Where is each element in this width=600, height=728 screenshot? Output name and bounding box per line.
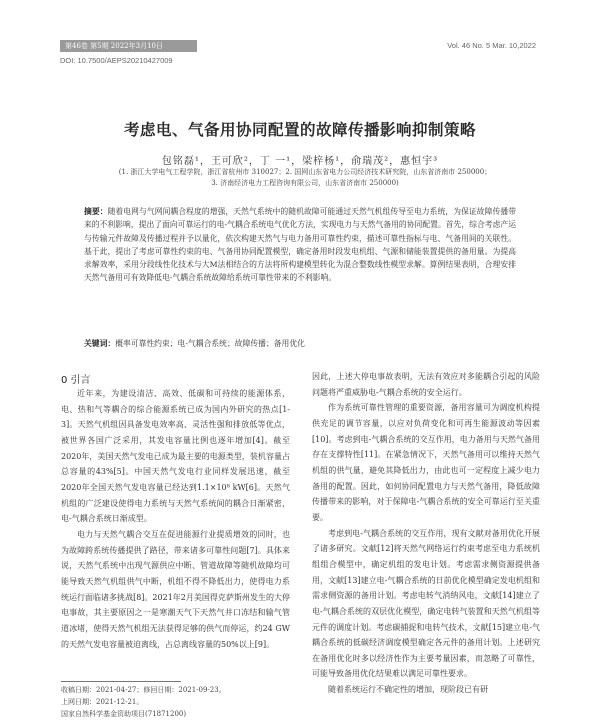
footnote-funding: 国家自然科学基金资助项目(71871200) [61,710,187,718]
affiliations [70,167,540,189]
affiliation-line: (1. 浙江大学电气工程学院，浙江省杭州市 310027；2. 国网山东省电力公司经济技术研究院，山东省济南市 250000； [118,168,492,176]
doi-line: DOI: 10.7500/AEPS20210427009 [60,56,173,65]
keywords-text: 概率可靠性约束；电-气耦合系统；故障传播；备用优化 [115,339,305,348]
body-column-right [312,369,540,698]
keywords-label: 关键词： [84,339,116,348]
footnote-received-date: 收稿日期：2021-04-27；修回日期：2021-09-23。 [61,686,226,694]
journal-issue-banner: 第46卷 第5期 2022年3月10日 [60,40,197,52]
body-paragraph: 因此，上述大停电事故表明，无法有效应对多能耦合引起的风险问题将严重威胁电-气耦合系统的安全运行。 [312,372,540,397]
journal-issue-english: Vol. 46 No. 5 Mar. 10,2022 [447,41,536,50]
footnotes [61,684,290,720]
section-heading-introduction: 0 引言 [61,375,91,386]
abstract-label: 摘要： [84,207,108,216]
footnote-divider [61,681,181,682]
author-list: 包铭磊¹，王可欣²，丁 一¹，梁梓杨¹，俞瑞茂²，惠恒宇³ [161,156,439,167]
paper-title: 考虑电、气备用协同配置的故障传播影响抑制策略 [123,120,476,139]
body-paragraph: 随着系统运行不确定性的增加，现阶段已有研 [328,685,488,695]
footnote-online-date: 上网日期：2021-12-21。 [61,698,144,706]
body-paragraph: 考虑到电-气耦合系统的交互作用，现有文献对备用优化开展了诸多研究。文献[12]将天然气网络运行约束考虑至电力系统机组组合模型中，确定机组的发电计划。考虑需求侧资源提供备用，文献[13]建立电-气耦合系统的日前优化模型确定发电机组和需求侧资源的备用计划。考虑电转气消纳风电，文献[14]建立了电-气耦合系统的双层优化模型，确定电转气装置和天然气机组等元件的调度计划。考虑碳捕捉和电转气技术，文献[15]建立电-气耦合系统的低碳经济调度模型确定各元件的备用计划。上述研究在备用优化时多以经济性作为主要考量因素，而忽略了可靠性，可能导致备用优化结果难以满足可靠性要求。 [312,528,540,679]
body-paragraph: 作为系统可靠性管理的重要资源，备用容量可为调度机构提供充足的调节容量，以应对负荷变化和可再生能源波动等因素[10]。考虑到电-气耦合系统的交互作用，电力备用与天然气备用存在支撑特性[11]。在紧急情况下，天然气备用可以维持天然气机组的供气量，避免其降低出力，由此也可一定程度上减少电力备用的配置。因此，如何协同配置电力与天然气备用，降低故障传播带来的影响，对于保障电-气耦合系统的安全可靠运行至关重要。 [312,403,540,522]
body-paragraph: 电力与天然气耦合交互在促进能源行业提质增效的同时，也为故障跨系统传播提供了路径，带来诸多可靠性问题[7]。具体来说，天然气系统中出现气源供应中断、管道故障等随机故障均可能导致天然气机组供气中断，机组不得不降低出力，使得电力系统运行面临诸多挑战[8]。2021年2月美国得克萨斯州发生的大停电事故，其主要原因之一是寒潮天气下天然气井口冻结和输气管道冰堵，使得天然气机组无法获得足够的供气而停运，约24 GW的天然气发电容量被迫离线，占总离线容量的50%以上[9]。 [61,529,290,649]
abstract-text: 随着电网与气网间耦合程度的增强，天然气系统中的随机故障可能通过天然气机组传导至电力系统，为保证故障传播带来的不利影响，提出了面向可靠运行的电-气耦合系统电气优化方法，实现电力与天然气备用的协同配置。首先，综合考虑产运与传输元件故障及传播过程并予以量化，依次构建天然气与电力备用可靠性约束，描述可靠性指标与电、气备用间的关联性。基于此，提出了考虑可靠性约束的电、气备用协同配置模型，确定备用时段发电机组、气源和储能装置提供的备用量。为提高求解效率，采用分段线性化技术与大M法相结合的方法将所构建模型转化为混合整数线性模型求解。算例结果表明，合理安排天然气备用可有效降低电-气耦合系统故障给系统可靠性带来的不利影响。 [84,207,517,283]
body-column-left [61,386,290,652]
body-paragraph: 近年来，为建设清洁、高效、低碳和可持续的能源体系，电、热和气等耦合的综合能源系统已成为国内外研究的热点[1-3]。天然气机组因具备发电效率高、灵活性强和排放低等优点，被世界各国广泛采用，其发电容量比例也逐年增加[4]。截至2020年，美国天然气发电已成为最主要的电源类型，装机容量占总容量的43%[5]。中国天然气发电行业同样发展迅速，截至2020年全国天然气发电容量已经达到1.1×10⁸ kW[6]。天然气机组的广泛建设使得电力系统与天然气系统间的耦合日渐紧密，电-气耦合系统日渐成型。 [61,389,290,524]
keywords [84,338,516,350]
affiliation-line: 3. 济南经济电力工程咨询有限公司，山东省济南市 250000) [211,179,399,187]
abstract [84,205,516,285]
